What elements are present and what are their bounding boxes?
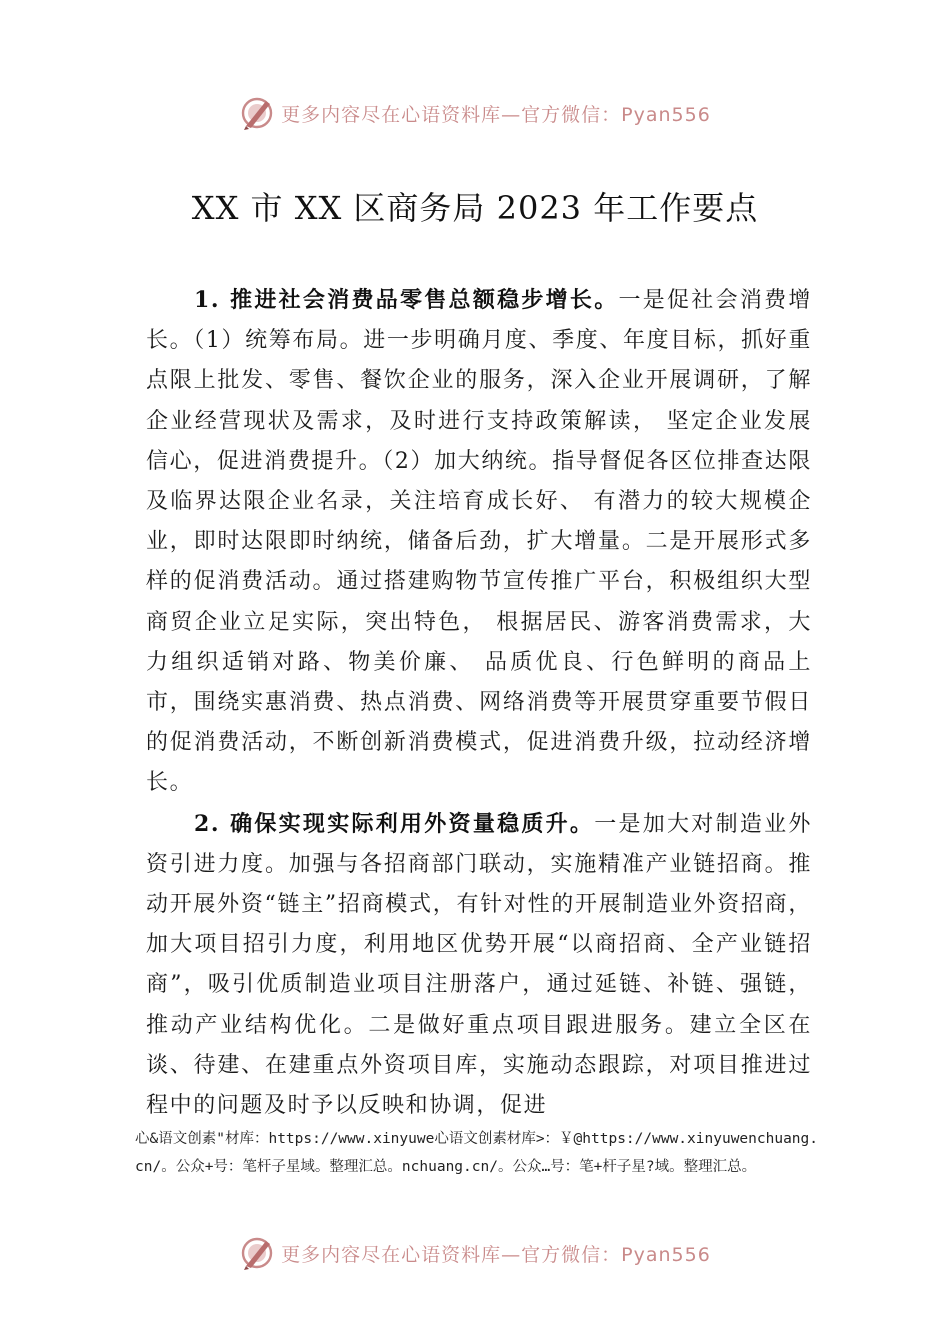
banner-text: 更多内容尽在心语资料库—官方微信：Pyan556 <box>281 1243 711 1266</box>
document-body <box>146 280 812 1126</box>
pen-seal-icon <box>239 95 275 131</box>
section-body: 一是加大对制造业外资引进力度。加强与各招商部门联动，实施精准产业链招商。推动开展外资“链主”招商模式，有针对性的开展制造业外资招商，加大项目招引力度，利用地区优势开展“以商招商、全产业链招商”，吸引优质制造业项目注册落户，通过延链、补链、强链，推动产业结构优化。二是做好重点项目跟进服务。建立全区在谈、待建、在建重点外资项目库，实施动态跟踪，对项目推进过程中的问题及时予以反映和协调，促进 <box>146 811 812 1119</box>
section-paragraph <box>146 280 812 804</box>
section-body: 一是促社会消费增长。（1）统筹布局。进一步明确月度、季度、年度目标，抓好重点限上批发、零售、餐饮企业的服务，深入企业开展调研，了解企业经营现状及需求，及时进行支持政策解读， 坚定企业发展信心，促进消费提升。（2）加大纳统。指导督促各区位排查达限及临界达限企业名录，关注培育成长好、 有潜力的较大规模企业，即时达限即时纳统，储备后劲，扩大增量。二是开展形式多样的促消费活动。通过搭建购物节宣传推广平台，积极组织大型商贸企业立足实际，突出特色， 根据居民、游客消费需求，大力组织适销对路、物美价廉、 品质优良、行色鲜明的商品上市，围绕实惠消费、热点消费、网络消费等开展贯穿重要节假日的促消费活动，不断创新消费模式，促进消费升级，拉动经济增长。 <box>146 288 812 796</box>
section-paragraph <box>146 804 812 1127</box>
document-title: XX 市 XX 区商务局 2023 年工作要点 <box>191 189 759 227</box>
bottom-banner <box>0 1233 950 1273</box>
banner-text: 更多内容尽在心语资料库—官方微信：Pyan556 <box>281 103 711 126</box>
section-heading: 1. 推进社会消费品零售总额稳步增长。 <box>194 287 619 313</box>
top-banner <box>0 93 950 133</box>
footer-note: 心&语文创素"材库：https://www.xinyuwe心语文创素材库>：￥@https://www.xinyuwenchuang.cn/。公众+号：笔杆子星域。整理汇总。nchuang.cn/。公众…号：笔+杆子星?域。整理汇总。 <box>135 1131 818 1175</box>
pen-seal-icon <box>239 1235 275 1271</box>
section-heading: 2. 确保实现实际利用外资量稳质升。 <box>194 810 595 837</box>
